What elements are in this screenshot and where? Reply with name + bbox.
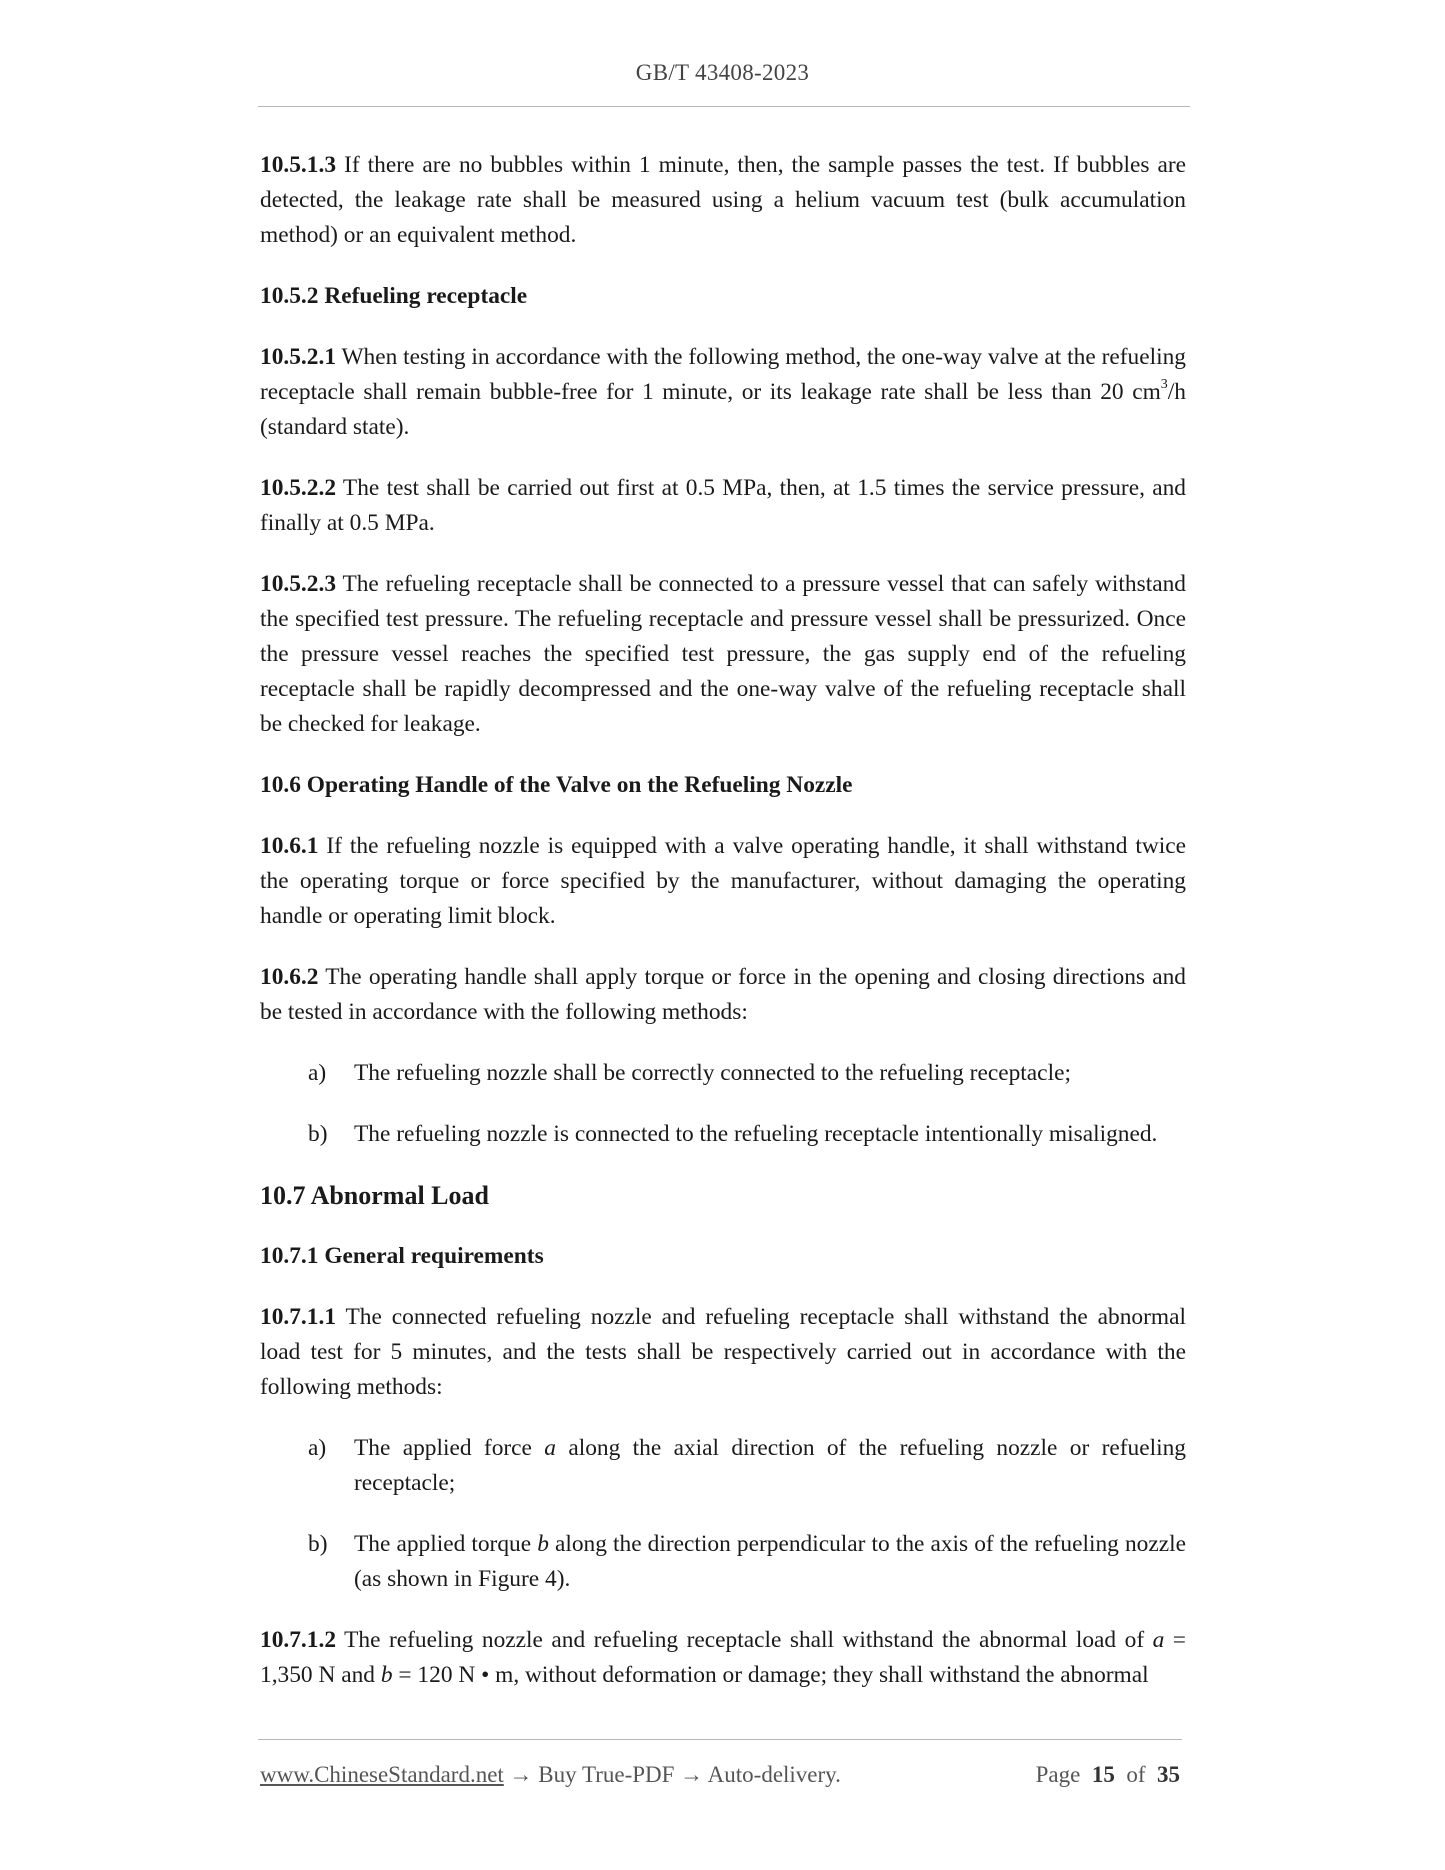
clause-number: 10.7.1.1 bbox=[260, 1304, 337, 1330]
clause-text: The refueling receptacle shall be connected to a pressure vessel that can safely withstand the specified test pressure. The refueling receptacle and pressure vessel shall be pressurized. Once the pressure vessel reaches the specified test pressure, the gas supply end of the refueling receptacle shall be rapidly decompressed and the one-way valve of the refueling receptacle shall be checked for leakage. bbox=[260, 571, 1186, 737]
clause-number: 10.5.2.3 bbox=[260, 571, 337, 597]
list-item-text: The refueling nozzle is connected to the refueling receptacle intentionally misaligned. bbox=[354, 1121, 1158, 1147]
list-item bbox=[260, 1527, 1186, 1597]
list-item-text: The applied force bbox=[354, 1435, 545, 1461]
variable: b bbox=[537, 1531, 549, 1557]
clause-10-6-1 bbox=[260, 829, 1186, 934]
clause-10-6-2 bbox=[260, 960, 1186, 1030]
clause-text-end: /h (standard state). bbox=[260, 379, 1186, 440]
list-marker: b) bbox=[308, 1531, 328, 1557]
heading-10-7-1: 10.7.1 General requirements bbox=[260, 1243, 544, 1269]
list-item-text: The applied torque bbox=[354, 1531, 538, 1557]
header-divider bbox=[258, 106, 1190, 107]
clause-number: 10.5.1.3 bbox=[260, 152, 337, 178]
clause-number: 10.5.2.2 bbox=[260, 475, 337, 501]
clause-text: = 1,350 N and bbox=[260, 1627, 1186, 1688]
website-link[interactable]: www.ChineseStandard.net bbox=[260, 1762, 504, 1787]
footer-divider bbox=[258, 1739, 1182, 1740]
clause-text: The operating handle shall apply torque or force in the opening and closing directions and be tested in accordance with the following methods: bbox=[260, 964, 1186, 1025]
list-item bbox=[260, 1117, 1186, 1152]
list-marker: b) bbox=[308, 1121, 328, 1147]
document-body bbox=[260, 148, 1186, 1719]
clause-text: If the refueling nozzle is equipped with a valve operating handle, it shall withstand twice the operating torque or force specified by the manufacturer, without damaging the operating handle or operating limit block. bbox=[260, 833, 1186, 929]
clause-text: When testing in accordance with the following method, the one-way valve at the refueling receptacle shall remain bubble-free for 1 minute, or its leakage rate shall be less than 20 cm bbox=[260, 344, 1186, 405]
heading-10-7: 10.7 Abnormal Load bbox=[260, 1181, 489, 1210]
list-marker: a) bbox=[308, 1060, 327, 1086]
clause-text: The test shall be carried out first at 0.5 MPa, then, at 1.5 times the service pressure, and finally at 0.5 MPa. bbox=[260, 475, 1186, 536]
page-current: 15 bbox=[1091, 1762, 1115, 1787]
variable: a bbox=[1152, 1627, 1165, 1653]
variable: b bbox=[380, 1662, 393, 1688]
clause-10-5-2-2 bbox=[260, 471, 1186, 541]
page-total: 35 bbox=[1157, 1762, 1180, 1787]
list-item-text: The refueling nozzle shall be correctly connected to the refueling receptacle; bbox=[354, 1060, 1071, 1086]
clause-10-7-1-1 bbox=[260, 1300, 1186, 1405]
clause-10-5-2-1 bbox=[260, 340, 1186, 445]
clause-10-7-1-2 bbox=[260, 1623, 1186, 1693]
clause-text: The refueling nozzle and refueling receptacle shall withstand the abnormal load of bbox=[336, 1627, 1153, 1653]
clause-number: 10.5.2.1 bbox=[260, 344, 337, 370]
superscript: 3 bbox=[1160, 377, 1168, 393]
clause-text: If there are no bubbles within 1 minute, then, the sample passes the test. If bubbles are detected, the leakage rate shall be measured using a helium vacuum test (bulk accumulation method) or an equivalent method. bbox=[260, 152, 1186, 248]
list-item-text-end: along the axial direction of the refueling nozzle or refueling receptacle; bbox=[354, 1435, 1187, 1496]
list-item bbox=[260, 1431, 1186, 1501]
heading-10-5-2: 10.5.2 Refueling receptacle bbox=[260, 283, 528, 309]
list-marker: a) bbox=[308, 1435, 327, 1461]
clause-10-5-1-3 bbox=[260, 148, 1186, 253]
clause-10-5-2-3 bbox=[260, 567, 1186, 742]
clause-number: 10.6.2 bbox=[260, 964, 319, 990]
page-label: Page bbox=[1035, 1762, 1081, 1787]
clause-number: 10.6.1 bbox=[260, 833, 319, 859]
clause-number: 10.7.1.2 bbox=[260, 1627, 337, 1653]
footer-promo bbox=[260, 1760, 841, 1790]
page-of-label: of bbox=[1126, 1762, 1146, 1787]
page-number bbox=[1036, 1760, 1180, 1790]
clause-text: = 120 N • m, without deformation or damage; they shall withstand the abnormal bbox=[392, 1662, 1149, 1688]
footer-promo-text: → Buy True-PDF → Auto-delivery. bbox=[503, 1762, 841, 1787]
document-header-title: GB/T 43408-2023 bbox=[635, 60, 810, 85]
clause-text: The connected refueling nozzle and refueling receptacle shall withstand the abnormal load test for 5 minutes, and the tests shall be respectively carried out in accordance with the following methods: bbox=[260, 1304, 1186, 1400]
list-item-text-end: along the direction perpendicular to the axis of the refueling nozzle (as shown in Figure 4). bbox=[354, 1531, 1186, 1592]
heading-10-6: 10.6 Operating Handle of the Valve on the Refueling Nozzle bbox=[260, 772, 853, 798]
list-item bbox=[260, 1056, 1186, 1091]
variable: a bbox=[544, 1435, 556, 1461]
